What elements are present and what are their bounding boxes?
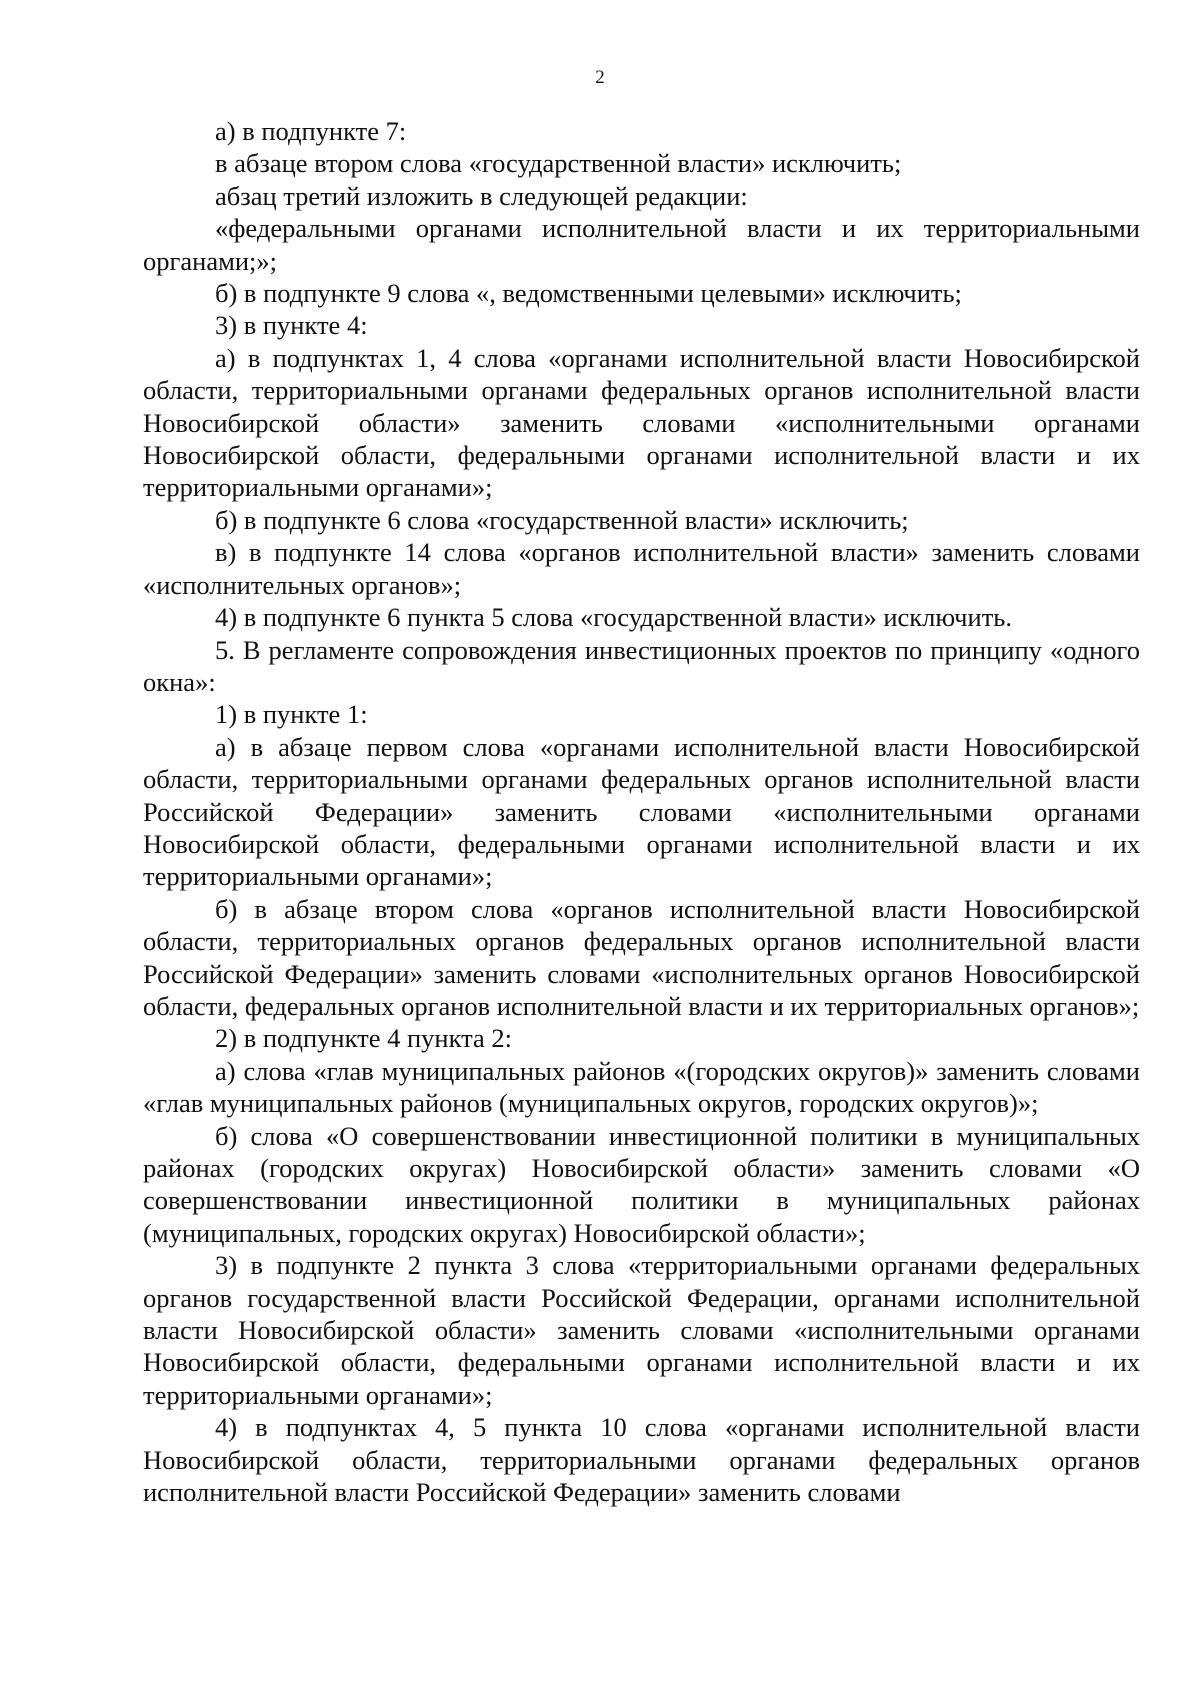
paragraph: б) в абзаце втором слова «органов исполнительной власти Новосибирской области, территориальных органов федеральных органов исполнительной власти Российской Федерации» заменить словами «исполнительных органов Новосибирской области, федеральных органов исполнительной власти и их территориальных органов»; <box>143 893 1140 1021</box>
paragraph: а) в подпункте 7: <box>215 116 407 146</box>
paragraph: 4) в подпункте 6 пункта 5 слова «государственной власти» исключить. <box>215 602 1012 633</box>
paragraph: а) в подпунктах 1, 4 слова «органами исполнительной власти Новосибирской области, территориальными органами федеральных органов исполнительной власти Новосибирской области» заменить словами «исполнительными органами Новосибирской области, федеральными органами исполнительной власти и их территориальными органами»; <box>143 342 1140 503</box>
paragraph: в) в подпункте 14 слова «органов исполнительной власти» заменить словами «исполнительных органов»; <box>143 537 1140 600</box>
paragraph: 4) в подпунктах 4, 5 пункта 10 слова «органами исполнительной власти Новосибирской области, территориальными органами федеральных органов исполнительной власти Российской Федерации» заменить словами <box>143 1412 1140 1508</box>
paragraph: 3) в подпункте 2 пункта 3 слова «территориальными органами федеральных органов государственной власти Российской Федерации, органами исполнительной власти Новосибирской области» заменить словами «исполнительными органами Новосибирской области, федеральными органами исполнительной власти и их территориальными органами»; <box>143 1250 1140 1410</box>
page-number: 2 <box>595 67 605 88</box>
paragraph: 3) в пункте 4: <box>215 310 368 341</box>
paragraph: б) слова «О совершенствовании инвестиционной политики в муниципальных районах (городских округах) Новосибирской области» заменить словами «О совершенствовании инвестиционной политики в муниципальных районах (муниципальных, городских округах) Новосибирской области»; <box>143 1120 1140 1248</box>
paragraph: абзац третий изложить в следующей редакции: <box>215 180 748 211</box>
paragraph: 5. В регламенте сопровождения инвестиционных проектов по принципу «одного окна»: <box>143 634 1140 697</box>
paragraph: 2) в подпункте 4 пункта 2: <box>215 1023 513 1054</box>
paragraph: б) в подпункте 6 слова «государственной власти» исключить; <box>215 504 909 535</box>
paragraph: в абзаце втором слова «государственной власти» исключить; <box>215 148 902 179</box>
paragraph: а) в абзаце первом слова «органами исполнительной власти Новосибирской области, территориальными органами федеральных органов исполнительной власти Российской Федерации» заменить словами «исполнительными органами Новосибирской области, федеральными органами исполнительной власти и их территориальными органами»; <box>143 731 1140 892</box>
paragraph: 1) в пункте 1: <box>215 699 368 730</box>
paragraph: а) слова «глав муниципальных районов «(городских округов)» заменить словами «глав муниципальных районов (муниципальных округов, городских округов)»; <box>143 1055 1140 1119</box>
paragraph: «федеральными органами исполнительной власти и их территориальными органами;»; <box>143 213 1140 276</box>
paragraph: б) в подпункте 9 слова «, ведомственными целевыми» исключить; <box>215 278 962 309</box>
document-body <box>143 115 1140 1508</box>
